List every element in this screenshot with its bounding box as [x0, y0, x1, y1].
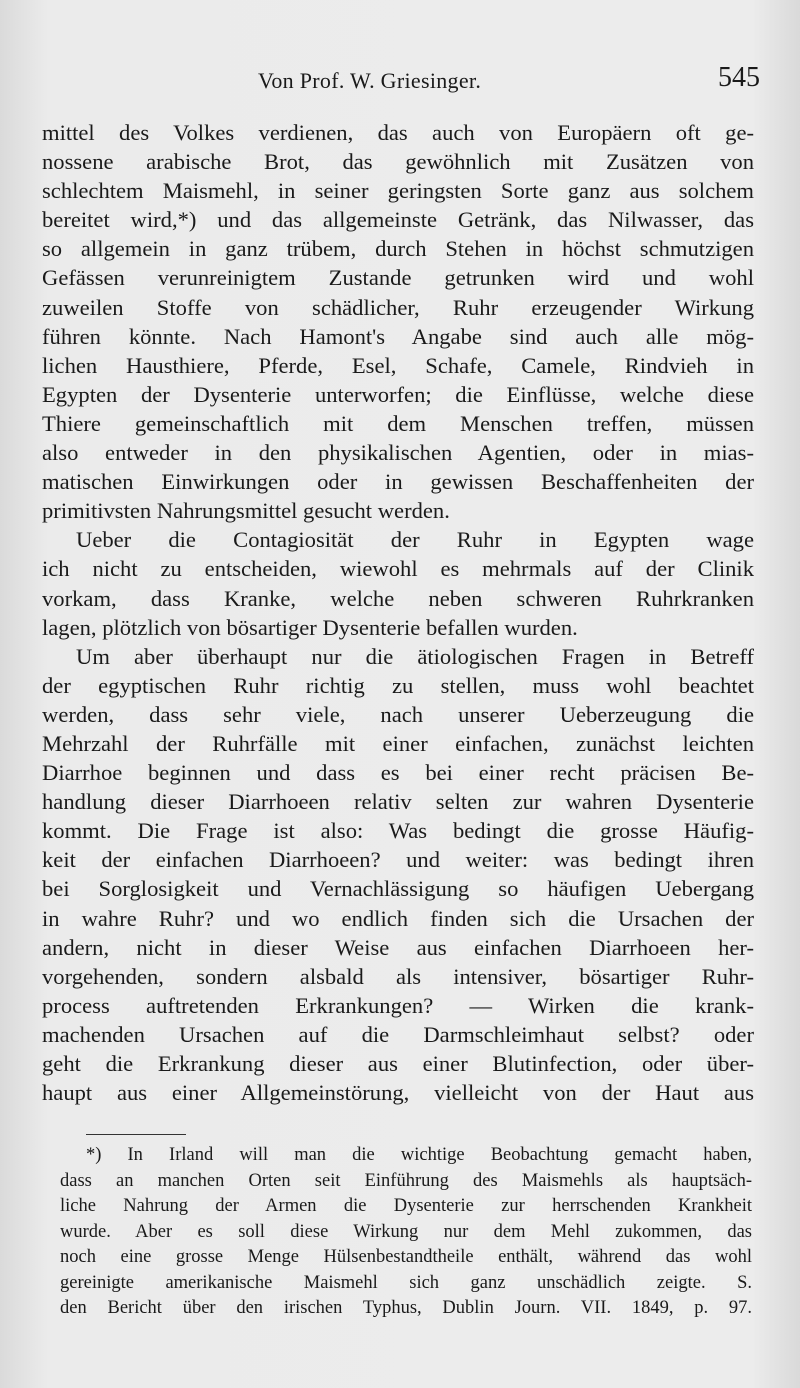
text-line: Egypten der Dysenterie unterworfen; die Einflüsse, welche diese: [42, 381, 754, 407]
text-line: so allgemein in ganz trübem, durch Stehen in höchst schmutzigen: [42, 236, 754, 262]
text-line: keit der einfachen Diarrhoeen? und weiter: was bedingt ihren: [42, 847, 754, 873]
text-line: Um aber überhaupt nur die ätiologischen Fragen in Betreff: [76, 643, 754, 669]
text-line: führen könnte. Nach Hamont's Angabe sind auch alle mög-: [42, 323, 754, 349]
text-line: andern, nicht in dieser Weise aus einfachen Diarrhoeen her-: [42, 934, 754, 960]
text-line: vorkam, dass Kranke, welche neben schweren Ruhrkranken: [42, 585, 754, 611]
text-line: haupt aus einer Allgemeinstörung, vielleicht von der Haut aus: [42, 1080, 754, 1106]
text-line: machenden Ursachen auf die Darmschleimhaut selbst? oder: [42, 1021, 754, 1047]
footnotes: [60, 1143, 752, 1322]
page-number: 545: [718, 62, 760, 93]
text-line: der egyptischen Ruhr richtig zu stellen, muss wohl beachtet: [42, 672, 754, 698]
text-line: process auftretenden Erkrankungen? — Wirken die krank-: [42, 992, 754, 1018]
text-line: werden, dass sehr viele, nach unserer Ueberzeugung die: [42, 701, 754, 727]
text-line: lagen, plötzlich von bösartiger Dysenterie befallen wurden.: [42, 614, 578, 640]
footnote-line: liche Nahrung der Armen die Dysenterie zur herrschenden Krankheit: [60, 1196, 752, 1216]
text-line: in wahre Ruhr? und wo endlich finden sich die Ursachen der: [42, 905, 754, 931]
text-line: vorgehenden, sondern alsbald als intensiver, bösartiger Ruhr-: [42, 963, 754, 989]
text-line: primitivsten Nahrungsmittel gesucht werden.: [42, 498, 450, 524]
text-line: kommt. Die Frage ist also: Was bedingt die grosse Häufig-: [42, 818, 754, 844]
text-line: also entweder in den physikalischen Agentien, oder in mias-: [42, 440, 754, 466]
footnote-line: wurde. Aber es soll diese Wirkung nur dem Mehl zukommen, das: [60, 1221, 752, 1242]
text-line: handlung dieser Diarrhoeen relativ selten zur wahren Dysenterie: [42, 789, 754, 815]
text-line: zuweilen Stoffe von schädlicher, Ruhr erzeugender Wirkung: [42, 294, 754, 320]
text-line: bei Sorglosigkeit und Vernachlässigung so häufigen Uebergang: [42, 876, 754, 902]
body-text: [42, 118, 754, 1107]
text-line: Mehrzahl der Ruhrfälle mit einer einfachen, zunächst leichten: [42, 730, 754, 756]
text-line: Thiere gemeinschaftlich mit dem Menschen treffen, müssen: [42, 410, 754, 436]
text-line: Diarrhoe beginnen und dass es bei einer recht präcisen Be-: [42, 760, 754, 786]
text-line: bereitet wird,*) und das allgemeinste Getränk, das Nilwasser, das: [42, 207, 754, 233]
footnote-rule: [86, 1134, 186, 1135]
footnote-line: dass an manchen Orten seit Einführung des Maismehls als hauptsäch-: [60, 1170, 752, 1191]
running-title: Von Prof. W. Griesinger.: [258, 68, 482, 93]
text-line: lichen Hausthiere, Pferde, Esel, Schafe, Camele, Rindvieh in: [42, 352, 754, 378]
text-line: matischen Einwirkungen oder in gewissen Beschaffenheiten der: [42, 469, 754, 495]
footnote-line: *) In Irland will man die wichtige Beobachtung gemacht haben,: [86, 1145, 752, 1165]
footnote-line: noch eine grosse Menge Hülsenbestandtheile enthält, während das wohl: [60, 1247, 752, 1267]
text-line: geht die Erkrankung dieser aus einer Blutinfection, oder über-: [42, 1051, 754, 1076]
text-line: Ueber die Contagiosität der Ruhr in Egypten wage: [76, 527, 754, 553]
text-line: ich nicht zu entscheiden, wiewohl es mehrmals auf der Clinik: [42, 556, 754, 582]
text-line: mittel des Volkes verdienen, das auch von Europäern oft ge-: [42, 120, 754, 145]
text-line: schlechtem Maismehl, in seiner geringsten Sorte ganz aus solchem: [42, 178, 754, 204]
footnote-line: gereinigte amerikanische Maismehl sich ganz unschädlich zeigte. S.: [60, 1272, 752, 1293]
text-line: nossene arabische Brot, das gewöhnlich mit Zusätzen von: [42, 149, 754, 175]
text-line: Gefässen verunreinigtem Zustande getrunken wird und wohl: [42, 265, 754, 291]
footnote-line: den Bericht über den irischen Typhus, Dublin Journ. VII. 1849, p. 97.: [60, 1298, 752, 1318]
page-header: [40, 62, 760, 96]
